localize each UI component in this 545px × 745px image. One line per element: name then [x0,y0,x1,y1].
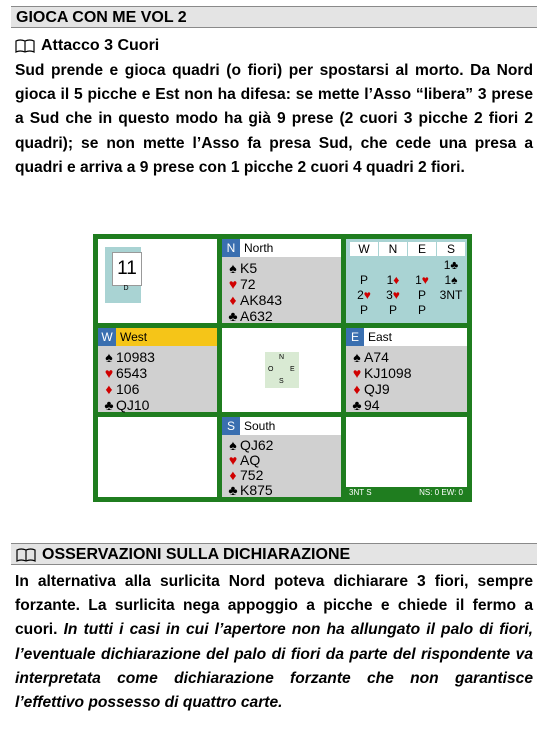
west-clubs: QJ10 [116,397,150,413]
bid-call: P [417,303,426,317]
lead-text: Attacco 3 Cuori [41,37,160,54]
bridge-board [93,234,472,502]
observations-plain: In alternativa alla surlicita Nord poteva dichiarare 3 fiori, sempre forzante. La surlicita nega appoggio a picche e chiede il fermo a cuori. [15,573,533,639]
west-hearts: 6543 [116,365,148,381]
observations-italic: In tutti i casi in cui l’apertore non ha allungato il palo di fiori, l’eventuale dichiarazione del palo di fiori da parte del rispondente va interpretata come dichiarazione forzante che non garantisce l’effettivo possesso di quattro carte. [15,621,533,712]
bid-suit-icon: ♥ [392,288,400,302]
bid-suit-icon: ♥ [421,273,429,287]
west-spades: 10983 [116,349,155,365]
bidding-box [346,239,467,323]
diamond-icon: ♦ [105,381,113,397]
heart-icon: ♥ [352,365,362,381]
bid-call: 1♣ [443,258,459,272]
bid-call: P [359,273,368,287]
lead-subtitle [15,36,159,56]
compass [265,352,299,388]
bid-call: 1♠ [444,273,458,287]
bid-call: 1♦ [386,273,400,287]
bid-suit-icon: ♥ [363,288,371,302]
south-hand [222,417,341,497]
club-icon: ♣ [104,397,114,413]
bid-call: P [417,288,426,302]
diamond-icon: ♦ [229,292,237,308]
north-clubs: A632 [240,308,273,324]
south-seat-badge: S [222,417,240,435]
table-center [222,328,341,412]
bidding-header-n: N [379,242,407,256]
west-seat-badge: W [98,328,116,346]
east-name: East [368,330,393,344]
east-seat-badge: E [346,328,364,346]
south-spades: QJ62 [240,437,274,453]
bid-call: 3NT [439,288,463,302]
compass-n: N [279,354,285,361]
north-hearts: 72 [240,276,256,292]
dealer-mark: D [123,285,129,292]
spade-icon: ♠ [353,349,361,365]
empty-cell [98,417,217,497]
east-hand [346,328,467,412]
section-header-gioca [11,6,537,28]
heart-icon: ♥ [228,276,238,292]
board-number: 11 [112,252,142,286]
bidding-header-e: E [408,242,436,256]
diamond-icon: ♦ [229,467,237,483]
spade-icon: ♠ [229,260,237,276]
bid-call: 2♥ [357,288,371,302]
south-hearts: AQ [240,452,261,468]
score-label: NS: 0 EW: 0 [419,488,463,497]
south-clubs: K875 [240,482,273,498]
north-diamonds: AK843 [240,292,283,308]
east-hearts: KJ1098 [364,365,412,381]
spade-icon: ♠ [105,349,113,365]
bid-suit-icon: ♠ [451,273,458,287]
east-clubs: 94 [364,397,380,413]
heart-icon: ♥ [228,452,238,468]
compass-e: E [290,366,295,373]
bid-call: P [359,303,368,317]
book-icon [15,39,35,53]
west-hand [98,328,217,412]
north-seat-badge: N [222,239,240,257]
analysis-paragraph: Sud prende e gioca quadri (o fiori) per spostarsi al morto. Da Nord gioca il 5 picche e Est non ha difesa: se mette l’Asso “libera” 3 prese a Sud che in questo modo ha già 9 prese (2 cuori 3 picche 2 fiori 2 quadri); se non mette l’Asso fa presa Sud, che cede una presa a quadri e arriva a 9 prese con 1 picche 2 cuori 4 quadri 2 fiori. [15,62,533,176]
club-icon: ♣ [352,397,362,413]
bid-call: P [388,303,397,317]
board-info-cell [98,239,217,323]
bid-call: 1♥ [415,273,429,287]
north-hand [222,239,341,323]
west-diamonds: 106 [116,381,140,397]
bid-call: 3♥ [386,288,400,302]
observations-paragraph [15,570,533,715]
west-name: West [120,330,148,344]
north-spades: K5 [240,260,258,276]
bid-suit-icon: ♣ [450,258,459,272]
result-cell [346,417,467,487]
contract-label: 3NT S [349,488,372,497]
east-spades: A74 [364,349,389,365]
east-diamonds: QJ9 [364,381,390,397]
north-name: North [244,241,274,255]
compass-s: S [279,378,284,385]
section-title: OSSERVAZIONI SULLA DICHIARAZIONE [42,546,351,563]
result-footer [346,487,467,499]
book-icon [16,548,36,562]
club-icon: ♣ [228,482,238,498]
diamond-icon: ♦ [353,381,361,397]
spade-icon: ♠ [229,437,237,453]
bidding-header-w: W [350,242,378,256]
south-name: South [244,419,276,433]
south-diamonds: 752 [240,467,264,483]
section-title: GIOCA CON ME VOL 2 [16,9,187,26]
bid-suit-icon: ♦ [393,273,400,287]
compass-o: O [268,366,274,373]
heart-icon: ♥ [104,365,114,381]
club-icon: ♣ [228,308,238,324]
section-header-osservazioni [11,543,537,565]
bidding-header-s: S [437,242,465,256]
